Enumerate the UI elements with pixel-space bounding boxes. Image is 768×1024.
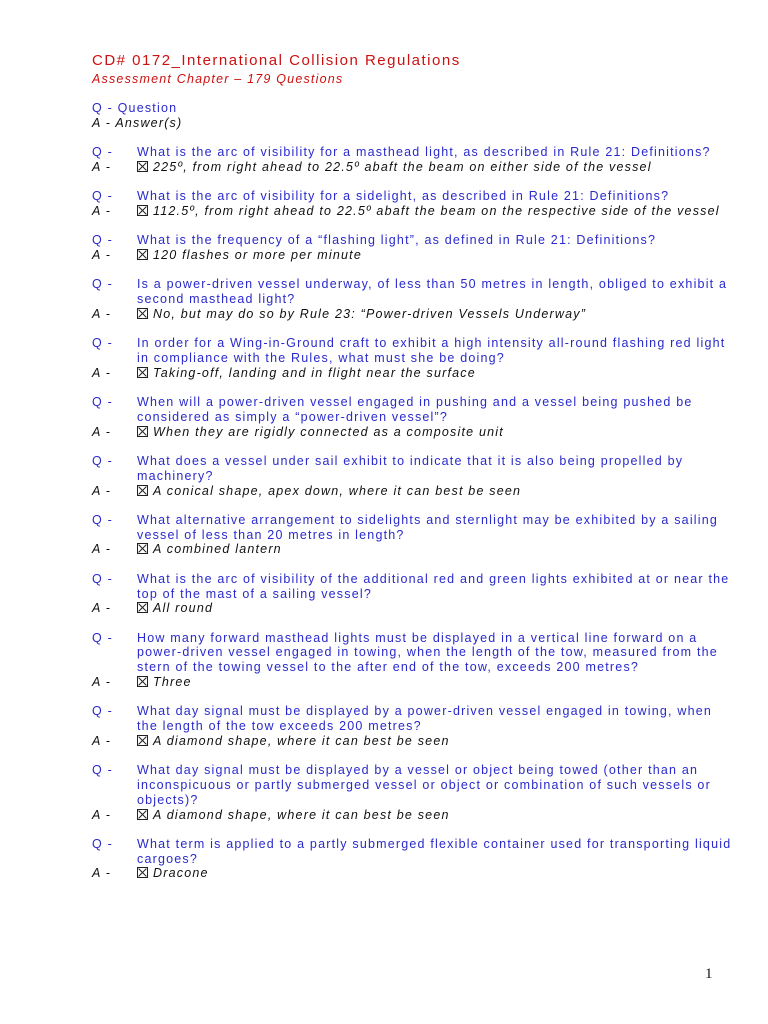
qa-item — [92, 513, 732, 557]
qa-item — [92, 336, 732, 380]
checked-box-icon — [137, 735, 148, 746]
question-row — [92, 572, 732, 602]
question-row — [92, 395, 732, 425]
answer-text: No, but may do so by Rule 23: “Power-driven Vessels Underway” — [153, 306, 587, 321]
checked-box-icon — [137, 161, 148, 172]
question-label: Q - — [92, 836, 113, 851]
question-row — [92, 454, 732, 484]
answer-content — [137, 734, 732, 749]
answer-text: A diamond shape, where it can best be seen — [153, 807, 450, 822]
answer-text: A diamond shape, where it can best be seen — [153, 733, 450, 748]
question-label: Q - — [92, 189, 113, 204]
qa-item — [92, 189, 732, 219]
checked-box-icon — [137, 602, 148, 613]
question-text: What day signal must be displayed by a vessel or object being towed (other than an inconspicuous or partly submerged vessel or object or combination of such vessels or objects)? — [137, 763, 711, 807]
answer-content — [137, 601, 732, 616]
answer-row — [92, 675, 732, 690]
document-title: CD# 0172_International Collision Regulations — [92, 52, 461, 69]
question-text: What alternative arrangement to sidelights and sternlight may be exhibited by a sailing vessel of less than 20 metres in length? — [137, 512, 719, 542]
answer-content — [137, 307, 732, 322]
question-label: Q - — [92, 233, 113, 248]
question-text: What is the frequency of a “flashing light”, as defined in Rule 21: Definitions? — [137, 233, 657, 248]
answer-label: A - — [92, 542, 112, 557]
question-row — [92, 631, 732, 675]
question-text: What does a vessel under sail exhibit to indicate that it is also being propelled by machinery? — [137, 453, 684, 483]
qa-item — [92, 763, 732, 822]
answer-row — [92, 307, 732, 322]
answer-text: All round — [153, 601, 214, 616]
answer-content — [137, 204, 732, 219]
qa-item — [92, 631, 732, 690]
question-label: Q - — [92, 630, 113, 645]
page-number: 1 — [705, 966, 713, 982]
answer-row — [92, 425, 732, 440]
question-row — [92, 513, 732, 543]
answer-text: Dracone — [153, 866, 209, 881]
question-row — [92, 336, 732, 366]
qa-item — [92, 572, 732, 616]
answer-label: A - — [92, 247, 112, 262]
question-label: Q - — [92, 704, 113, 719]
answer-row — [92, 248, 732, 263]
checked-box-icon — [137, 308, 148, 319]
checked-box-icon — [137, 485, 148, 496]
question-text: In order for a Wing-in-Ground craft to exhibit a high intensity all-round flashing red light in compliance with the Rules, what must she be doing? — [137, 336, 726, 365]
checked-box-icon — [137, 426, 148, 437]
question-label: Q - — [92, 512, 113, 527]
qa-item — [92, 704, 732, 748]
legend-question: Q - Question — [92, 101, 178, 115]
answer-label: A - — [92, 601, 112, 616]
qa-item — [92, 233, 732, 263]
answer-content — [137, 808, 732, 823]
question-row — [92, 277, 732, 307]
answer-label: A - — [92, 866, 112, 881]
question-text: Is a power-driven vessel underway, of less than 50 metres in length, obliged to exhibit a second masthead light? — [137, 277, 728, 307]
answer-row — [92, 734, 732, 749]
answer-row — [92, 366, 732, 381]
qa-item — [92, 454, 732, 498]
checked-box-icon — [137, 249, 148, 260]
question-row — [92, 837, 732, 867]
answer-content — [137, 366, 732, 381]
answer-row — [92, 160, 732, 175]
answer-content — [137, 542, 732, 557]
answer-content — [137, 866, 732, 881]
question-text: When will a power-driven vessel engaged in pushing and a vessel being pushed be considered as simply a “power-driven vessel”? — [137, 395, 693, 424]
checked-box-icon — [137, 676, 148, 687]
answer-label: A - — [92, 807, 112, 822]
question-text: What is the arc of visibility for a sidelight, as described in Rule 21: Definitions? — [137, 189, 670, 204]
question-text: What is the arc of visibility for a masthead light, as described in Rule 21: Definitions? — [137, 145, 711, 159]
question-text: How many forward masthead lights must be displayed in a vertical line forward on a power-driven vessel engaged in towing, when the length of the tow, measured from the stern of the towing vessel to the after end of the tow, exceeds 200 metres? — [137, 630, 718, 675]
qa-item — [92, 145, 732, 175]
answer-text: When they are rigidly connected as a composite unit — [153, 424, 504, 439]
question-text: What is the arc of visibility of the additional red and green lights exhibited at or near the top of the mast of a sailing vessel? — [137, 571, 730, 601]
question-label: Q - — [92, 145, 113, 159]
answer-row — [92, 866, 732, 881]
checked-box-icon — [137, 205, 148, 216]
answer-row — [92, 601, 732, 616]
question-label: Q - — [92, 395, 113, 410]
qa-item — [92, 837, 732, 881]
answer-text: A conical shape, apex down, where it can best be seen — [153, 483, 522, 498]
answer-row — [92, 542, 732, 557]
answer-content — [137, 160, 732, 175]
answer-label: A - — [92, 365, 112, 380]
answer-content — [137, 425, 732, 440]
answer-text: Taking-off, landing and in flight near the surface — [153, 365, 476, 380]
answer-text: Three — [153, 675, 192, 690]
checked-box-icon — [137, 543, 148, 554]
checked-box-icon — [137, 809, 148, 820]
question-label: Q - — [92, 336, 113, 351]
document-page — [92, 51, 732, 896]
answer-row — [92, 808, 732, 823]
legend-answer: A - Answer(s) — [92, 116, 183, 130]
answer-label: A - — [92, 733, 112, 748]
answer-text: 225º, from right ahead to 22.5º abaft the beam on either side of the vessel — [153, 159, 652, 174]
answer-label: A - — [92, 203, 112, 218]
answer-row — [92, 484, 732, 499]
question-row — [92, 189, 732, 204]
question-row — [92, 704, 732, 734]
checked-box-icon — [137, 867, 148, 878]
question-text: What term is applied to a partly submerged flexible container used for transporting liquid cargoes? — [137, 836, 732, 866]
answer-label: A - — [92, 424, 112, 439]
answer-content — [137, 248, 732, 263]
answer-label: A - — [92, 483, 112, 498]
answer-label: A - — [92, 675, 112, 690]
question-row — [92, 145, 732, 160]
answer-text: 112.5º, from right ahead to 22.5º abaft the beam on the respective side of the vessel — [153, 203, 720, 218]
qa-item — [92, 277, 732, 321]
answer-text: A combined lantern — [153, 542, 282, 557]
answer-content — [137, 484, 732, 499]
question-row — [92, 763, 732, 807]
question-text: What day signal must be displayed by a power-driven vessel engaged in towing, when the length of the tow exceeds 200 metres? — [137, 704, 713, 734]
question-row — [92, 233, 732, 248]
answer-row — [92, 204, 732, 219]
checked-box-icon — [137, 367, 148, 378]
qa-item — [92, 395, 732, 439]
answer-content — [137, 675, 732, 690]
question-label: Q - — [92, 763, 113, 778]
question-label: Q - — [92, 277, 113, 292]
answer-text: 120 flashes or more per minute — [153, 247, 363, 262]
answer-label: A - — [92, 306, 112, 321]
qa-list — [92, 145, 732, 881]
question-label: Q - — [92, 453, 113, 468]
question-label: Q - — [92, 571, 113, 586]
answer-label: A - — [92, 159, 112, 174]
document-subtitle: Assessment Chapter – 179 Questions — [92, 72, 344, 86]
